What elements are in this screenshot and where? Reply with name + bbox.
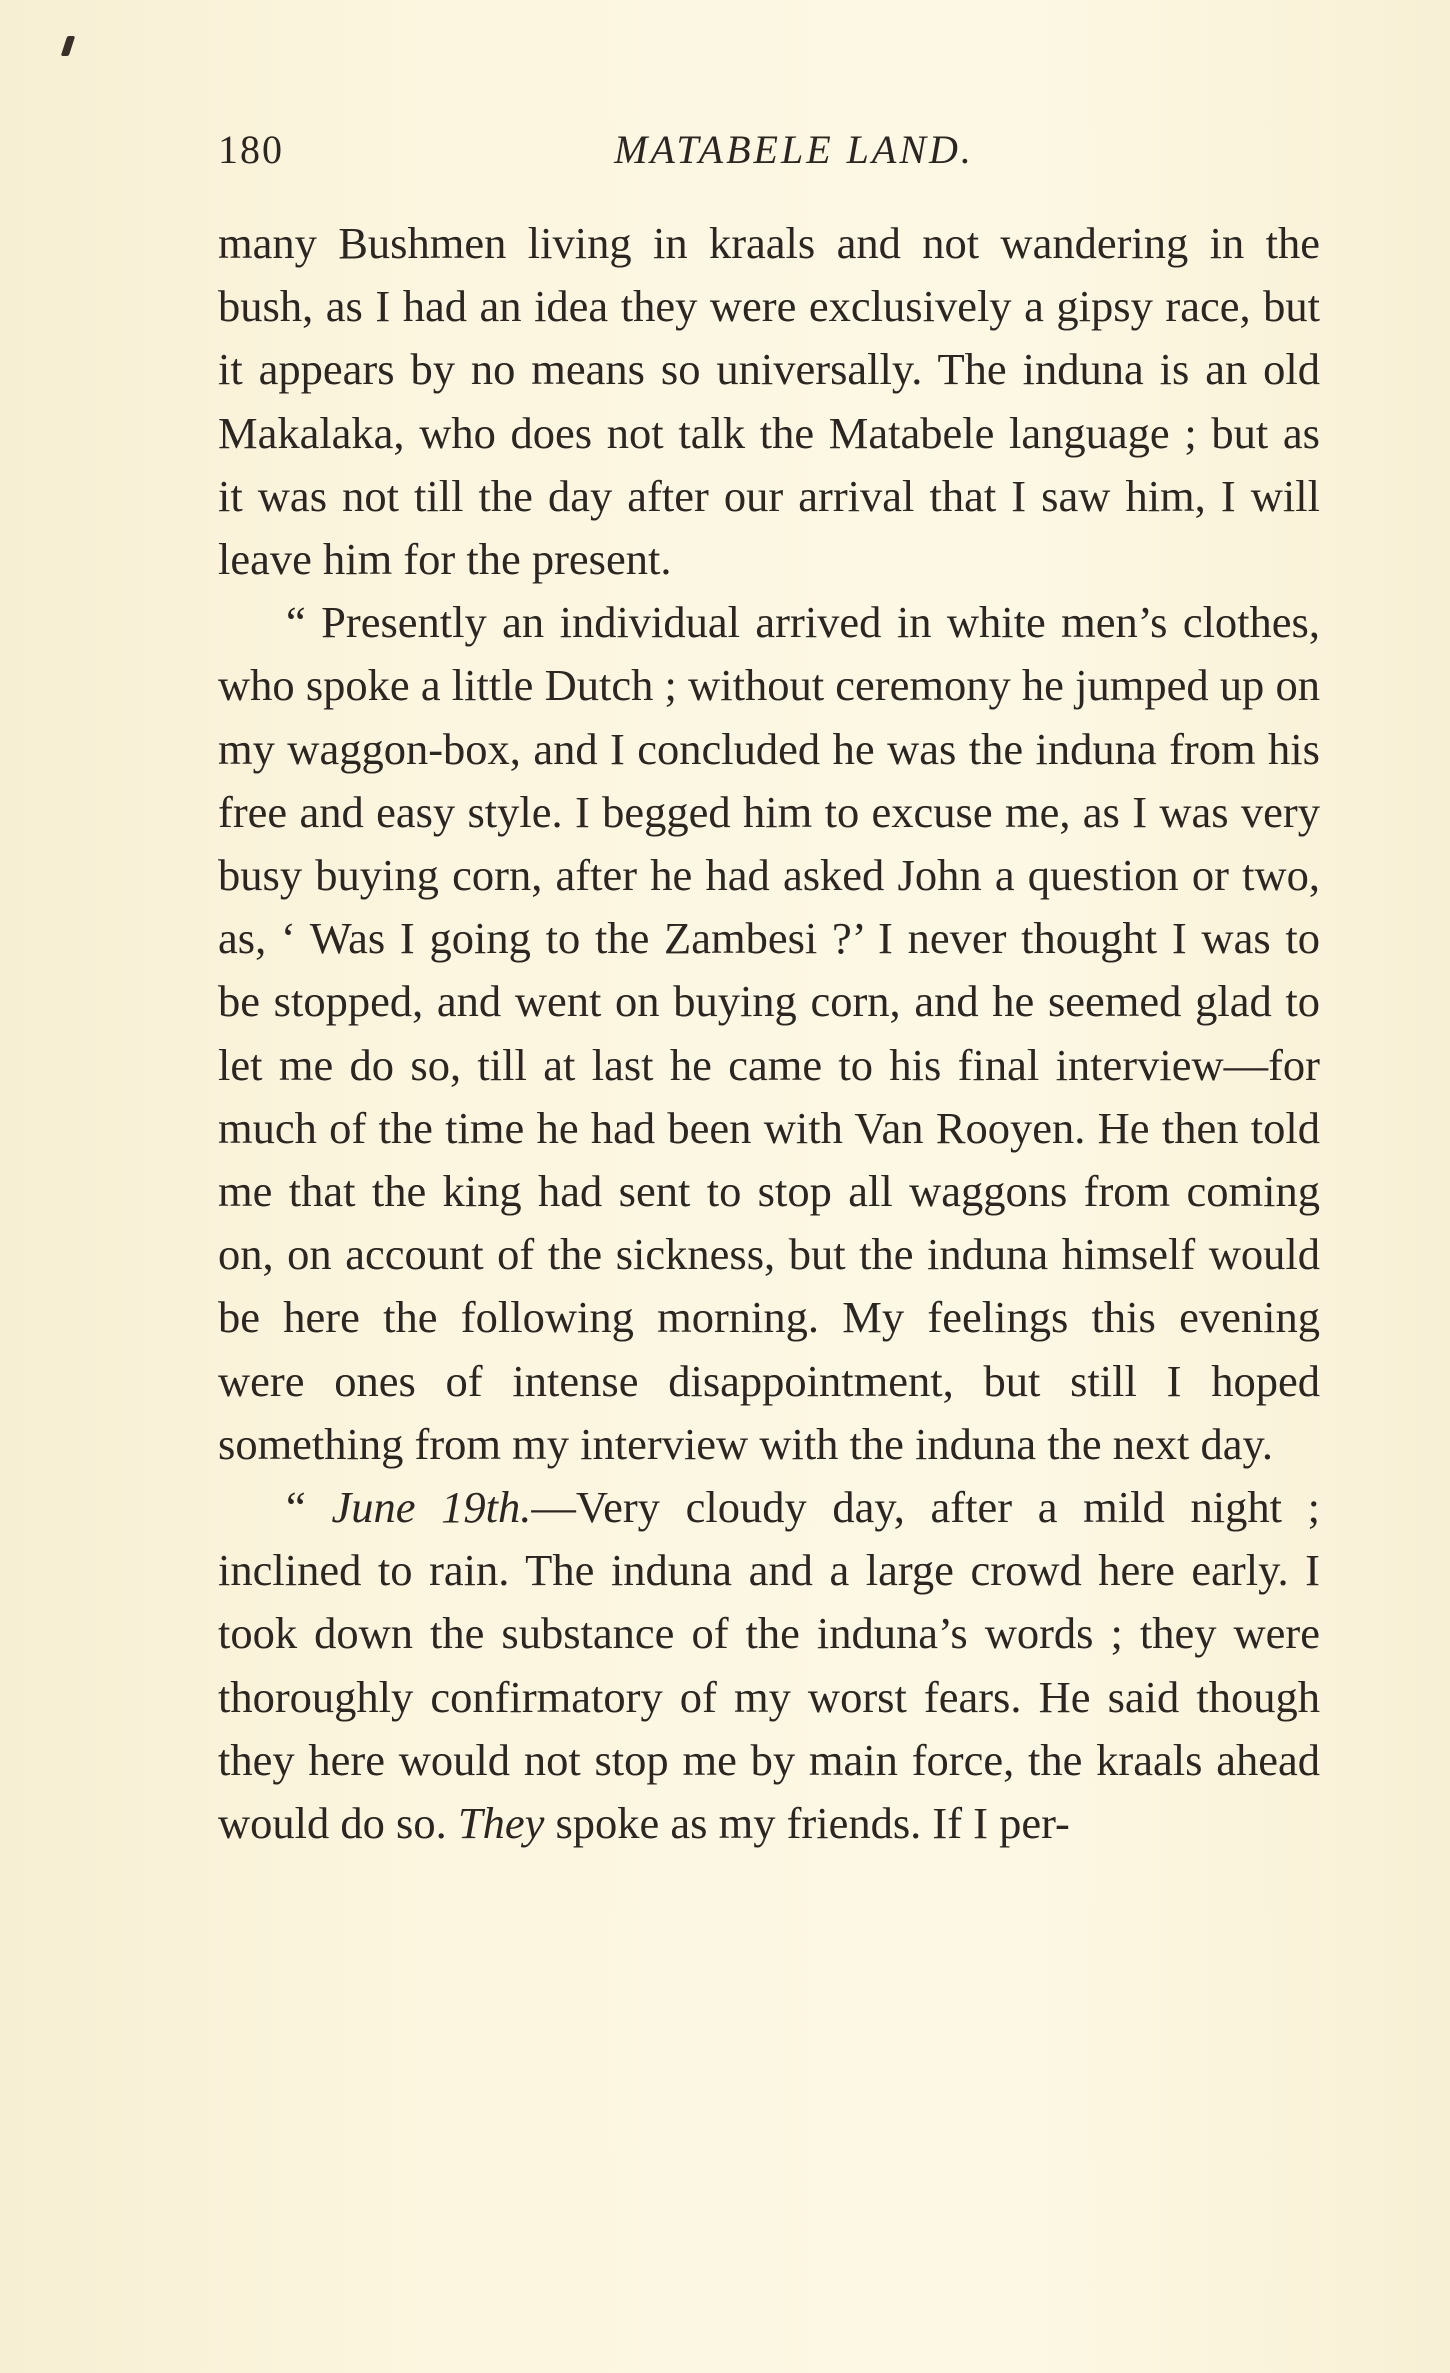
quote-open: “ xyxy=(286,1482,332,1533)
running-title: MATABELE LAND. xyxy=(614,127,974,172)
body-text xyxy=(218,212,1320,1855)
paragraph-text: —Very cloudy day, after a mild night ; inclined to rain. The induna and a large crowd here early. I took down the substance of the induna’s words ; they were thoroughly confirmatory of my worst fears. He said though they here would not stop me by main force, the kraals ahead would do so. xyxy=(218,1482,1320,1849)
page-number: 180 xyxy=(218,127,284,172)
paragraph xyxy=(218,1476,1320,1855)
page-header xyxy=(218,126,1330,186)
emphasis: They xyxy=(457,1798,545,1849)
paragraph: many Bushmen living in kraals and not wandering in the bush, as I had an idea they were exclusively a gipsy race, but it appears by no means so universally. The induna is an old Makalaka, who does not talk the Matabele language ; but as it was not till the day after our arrival that I saw him, I will leave him for the present. xyxy=(218,218,1320,585)
entry-date: June 19th. xyxy=(331,1482,532,1533)
paragraph: “ Presently an individual arrived in white men’s clothes, who spoke a little Dutch ; without ceremony he jumped up on my waggon-box, and I concluded he was the induna from his free and easy style. I begged him to excuse me, as I was very busy buying corn, after he had asked John a question or two, as, ‘ Was I going to the Zambesi ?’ I never thought I was to be stopped, and went on buying corn, and he seemed glad to let me do so, till at last he came to his final interview—for much of the time he had been with Van Rooyen. He then told me that the king had sent to stop all waggons from coming on, on account of the sickness, but the induna himself would be here the following morning. My feelings this evening were ones of intense disappointment, but still I hoped something from my interview with the induna the next day. xyxy=(218,597,1320,1469)
paragraph-tail: spoke as my friends. If I per- xyxy=(544,1798,1070,1849)
ink-mark xyxy=(61,36,75,56)
